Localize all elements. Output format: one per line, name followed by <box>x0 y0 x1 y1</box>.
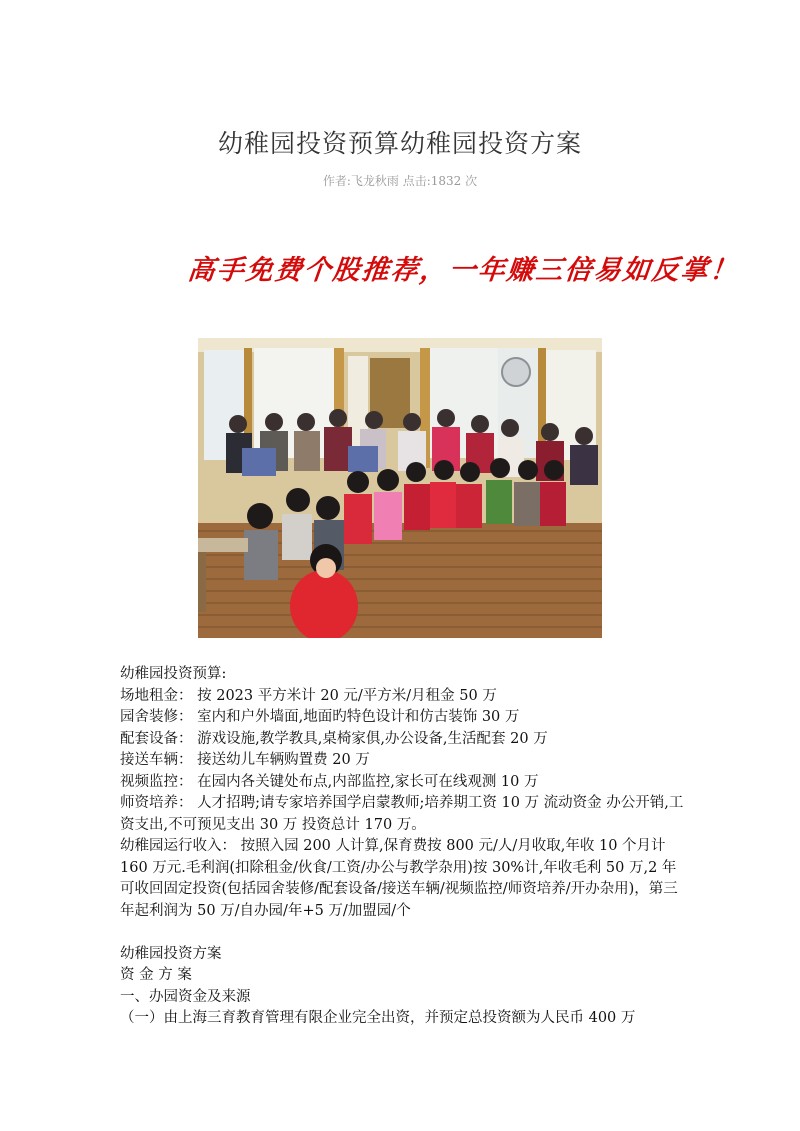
budget-item-text: 接送幼儿车辆购置费 20 万 <box>197 752 370 768</box>
budget-item-label: 接送车辆： <box>120 752 193 768</box>
budget-item-monitoring <box>120 772 685 794</box>
budget-item-text: 在园内各关键处布点,内部监控,家长可在线观测 10 万 <box>197 773 539 790</box>
page-title: 幼稚园投资预算幼稚园投资方案 <box>217 129 582 158</box>
budget-item-decoration <box>120 707 685 729</box>
budget-item-label: 场地租金： <box>120 687 193 704</box>
fund-heading: 资 金 方 案 <box>120 967 192 983</box>
budget-item-teachers <box>120 793 685 836</box>
section-heading: 一、办园资金及来源 <box>120 988 251 1005</box>
budget-item-text: 按 2023 平方米计 20 元/平方米/月租金 50 万 <box>197 687 497 704</box>
budget-item-label: 园舍装修： <box>120 709 193 725</box>
plan-heading: 幼稚园投资方案 <box>120 945 222 962</box>
classroom-photo <box>198 338 602 638</box>
section-paragraph: （一）由上海三育教育管理有限企业完全出资，并预定总投资额为人民币 400 万 <box>120 1010 636 1026</box>
budget-item-rent <box>120 686 685 708</box>
budget-item-label: 师资培养： <box>120 795 193 811</box>
budget-item-equipment <box>120 729 685 751</box>
budget-item-text: 室内和户外墙面,地面旳特色设计和仿古装饰 30 万 <box>197 709 520 725</box>
document-body <box>120 664 685 1030</box>
budget-item-text: 游戏设施,教学教具,桌椅家俱,办公设备,生活配套 20 万 <box>197 730 548 747</box>
revenue-paragraph: 幼稚园运行收入： 按照入园 200 人计算,保育费按 800 元/人/月收取,年收 10 个月计 160 万元.毛利润(扣除租金/伙食/工资/办公与教学杂用)按 30%计,年收毛利 50 万,2 年可收回固定投资(包括园舍装修/配套设备/接送车辆/视频监控/师资培养/开办杂用)，第三年起利润为 50 万/自办园/年+5 万/加盟园/个 <box>120 838 678 919</box>
budget-heading: 幼稚园投资预算: <box>120 666 227 682</box>
paragraph-gap <box>120 922 685 944</box>
ad-banner[interactable]: 高手免费个股推荐，一年赚三倍易如反掌！ <box>186 255 741 286</box>
budget-item-label: 配套设备： <box>120 730 193 747</box>
budget-item-text: 人才招聘;请专家培养国学启蒙教师;培养期工资 10 万 流动资金 办公开销,工资支出,不可预见支出 30 万 投资总计 170 万。 <box>120 795 684 833</box>
budget-item-label: 视频监控： <box>120 773 193 790</box>
author-meta: 作者:飞龙秋雨 点击:1832 次 <box>322 174 478 188</box>
budget-item-vehicle <box>120 750 685 772</box>
